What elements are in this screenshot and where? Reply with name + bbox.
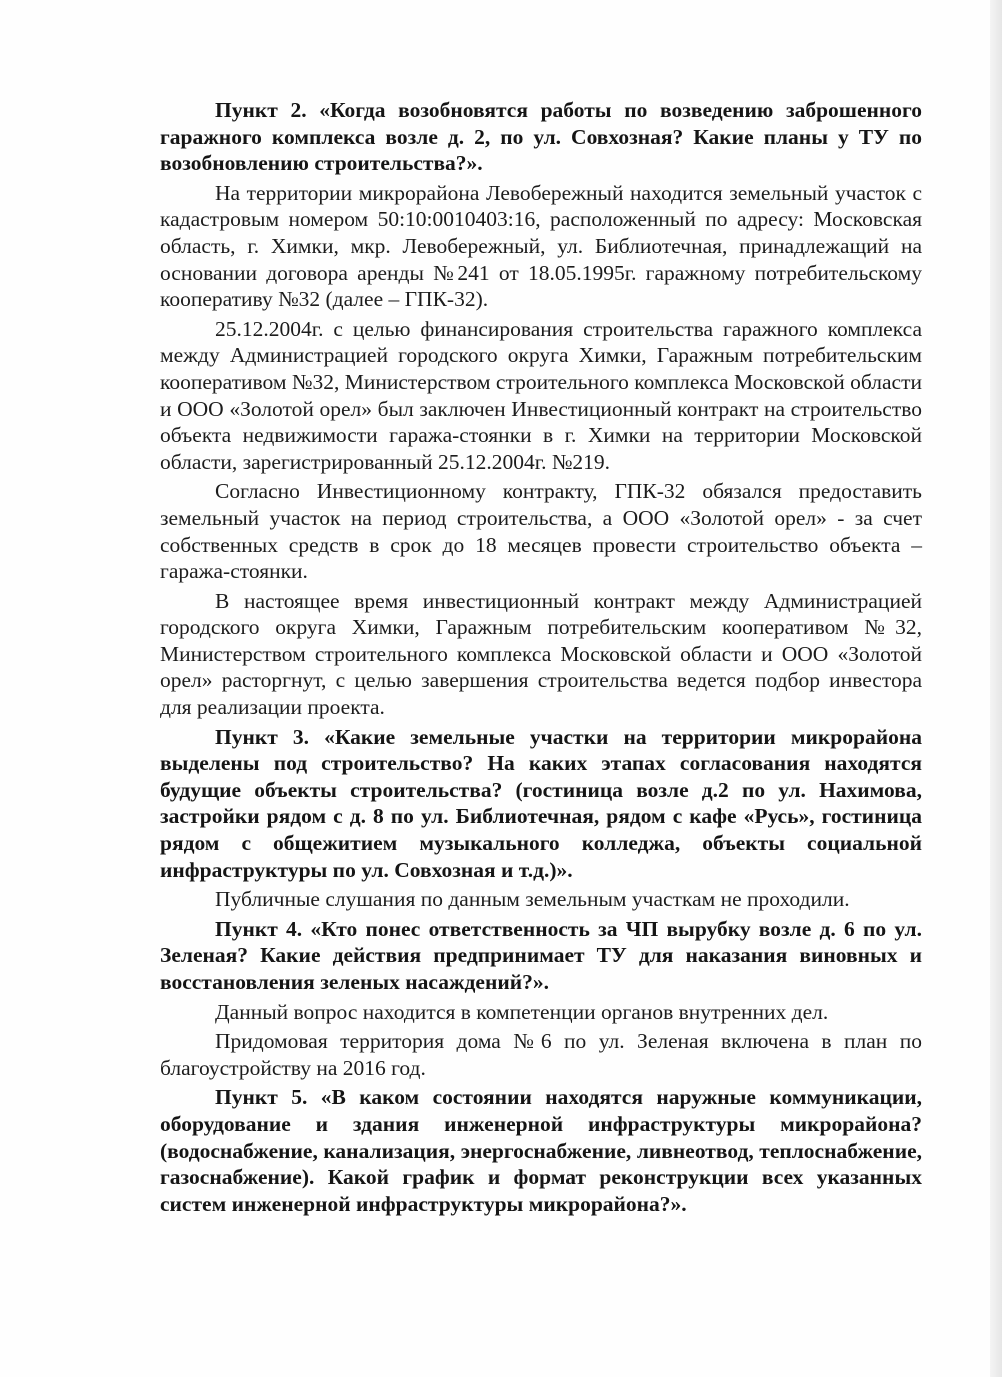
heading-point-2: Пункт 2. «Когда возобновятся работы по возведению заброшенного гаражного комплекса возле д. 2, по ул. Совхозная? Какие планы у ТУ по возобновлению строительства?». [160,98,922,176]
paragraph-contract-terminated: В настоящее время инвестиционный контракт между Администрацией городского округа Химки, Гаражным потребительским кооперативом №32, Министерством строительного комплекса Московской области и ООО «Золотой орел» расторгнут, с целью завершения строительства ведется подбор инвестора для реализации проекта. [160,588,922,720]
heading-point-4: Пункт 4. «Кто понес ответственность за ЧП вырубку возле д. 6 по ул. Зеленая? Какие действия предпринимает ТУ для наказания виновных и восстановления зеленых насаждений?». [160,916,922,994]
paragraph-improvement-plan: Придомовая территория дома №6 по ул. Зеленая включена в план по благоустройству на 2016 год. [160,1029,922,1080]
paragraph-contract-obligations: Согласно Инвестиционному контракту, ГПК-32 обязался предоставить земельный участок на период строительства, а ООО «Золотой орел» - за счет собственных средств в срок до 18 месяцев провести строительство объекта – гаража-стоянки. [160,479,922,584]
paragraph-land-plot: На территории микрорайона Левобережный находится земельный участок с кадастровым номером 50:10:0010403:16, расположенный по адресу: Московская область, г. Химки, мкр. Левобережный, ул. Библиотечная, принадлежащий на основании договора аренды №241 от 18.05.1995г. гаражному потребительскому кооперативу №32 (далее – ГПК-32). [160,180,922,312]
paragraph-internal-affairs: Данный вопрос находится в компетенции органов внутренних дел. [215,999,829,1024]
heading-point-5: Пункт 5. «В каком состоянии находятся наружные коммуникации, оборудование и здания инженерной инфраструктуры микрорайона? (водоснабжение, канализация, энергоснабжение, ливнеотвод, теплоснабжение, газоснабжение). Какой график и формат реконструкции всех указанных систем инженерной инфраструктуры микрорайона?». [160,1085,922,1216]
paragraph-investment-contract: 25.12.2004г. с целью финансирования строительства гаражного комплекса между Администрацией городского округа Химки, Гаражным потребительским кооперативом №32, Министерством строительного комплекса Московской области и ООО «Золотой орел» был заключен Инвестиционный контракт на строительство объекта недвижимости гаража-стоянки в г. Химки на территории Московской области, зарегистрированный 25.12.2004г. №219. [160,316,922,474]
paragraph-public-hearings: Публичные слушания по данным земельным участкам не проходили. [215,887,850,912]
heading-point-3: Пункт 3. «Какие земельные участки на территории микрорайона выделены под строительство? На каких этапах согласования находятся будущие объекты строительства? (гостиница возле д.2 по ул. Нахимова, застройки рядом с д. 8 по ул. Библиотечная, рядом с кафе «Русь», гостиница рядом с общежитием музыкального колледжа, объекты социальной инфраструктуры по ул. Совхозная и т.д.)». [160,724,922,882]
document-body [160,97,922,1217]
